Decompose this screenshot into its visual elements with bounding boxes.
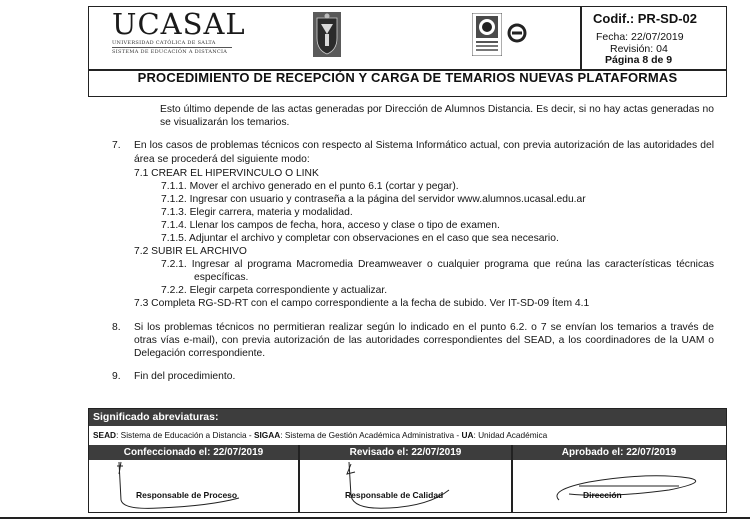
section-7-3: 7.3 Completa RG-SD-RT con el campo correspondiente a la fecha de subido. Ver IT-SD-09 Ítem 4.1 — [134, 298, 590, 309]
abbr-ua-value: : Unidad Académica — [473, 430, 548, 440]
section-7-1-5: 7.1.5. Adjuntar el archivo y completar con observaciones en el caso que sea necesario. — [161, 233, 559, 244]
certification-seal-icon — [472, 13, 502, 56]
abbr-sead-value: : Sistema de Educación a Distancia - — [116, 430, 254, 440]
section-7-1-2: 7.1.2. Ingresar con usuario y contraseña a la página del servidor www.alumnos.ucasal.edu.ar — [161, 194, 586, 205]
section-7-2-1-line-2: específicas. — [194, 272, 249, 283]
header-divider-vertical — [580, 7, 582, 69]
item-8-number: 8. — [112, 322, 121, 333]
university-crest-icon — [313, 12, 341, 57]
item-9-text: Fin del procedimiento. — [134, 371, 236, 382]
prepared-date: Confeccionado el: 22/07/2019 — [123, 447, 264, 458]
approval-footer — [88, 408, 727, 513]
signature-label-quality: Responsable de Calidad — [345, 490, 444, 500]
abbr-sigaa-value: : Sistema de Gestión Académica Administrativa - — [280, 430, 462, 440]
section-7-1-4: 7.1.4. Llenar los campos de fecha, hora, acceso y clase o tipo de examen. — [161, 220, 500, 231]
section-7-2-1-line-1: 7.2.1. Ingresar al programa Macromedia Dreamweaver o cualquier programa que reúna las características técnicas — [161, 259, 714, 270]
intro-line-2: se visualizarán los temarios. — [160, 117, 290, 128]
section-7-1-1: 7.1.1. Mover el archivo generado en el punto 6.1 (cortar y pegar). — [161, 181, 459, 192]
abbr-sigaa-key: SIGAA — [253, 430, 281, 440]
signature-label-direction: Dirección — [583, 490, 622, 500]
section-7-2-2: 7.2.2. Elegir carpeta correspondiente y actualizar. — [161, 285, 388, 296]
document-revision: Revisión: 04 — [610, 43, 668, 55]
item-8-line-2: otras vías e-mail), con previa autorización de las autoridades correspondientes del SEAD, a los coordinadores de la UAM o — [134, 335, 714, 346]
org-system: SISTEMA DE EDUCACIÓN A DISTANCIA — [112, 49, 228, 55]
signature-label-process: Responsable de Proceso — [136, 490, 238, 500]
item-7-line-1: En los casos de problemas técnicos con respecto al Sistema Informático actual, con previa autorización de las autoridades del — [134, 140, 714, 151]
reviewed-date: Revisado el: 22/07/2019 — [349, 447, 462, 458]
page-bottom-rule — [0, 517, 750, 519]
org-subtitle: UNIVERSIDAD CATÓLICA DE SALTA — [112, 40, 216, 46]
iram-seal-icon — [507, 23, 527, 43]
document-page-number: Página 8 de 9 — [605, 54, 673, 66]
section-7-2: 7.2 SUBIR EL ARCHIVO — [134, 246, 247, 257]
item-9-number: 9. — [112, 371, 121, 382]
document-date: Fecha: 22/07/2019 — [596, 31, 684, 43]
document-code: Codif.: PR-SD-02 — [593, 11, 697, 26]
handwritten-signatures — [89, 460, 725, 512]
abbreviations-line — [93, 430, 547, 440]
item-8-line-3: Delegación correspondiente. — [134, 348, 266, 359]
item-7-line-2: área se procederá del siguiente modo: — [134, 154, 310, 165]
approved-date: Aprobado el: 22/07/2019 — [561, 447, 677, 458]
section-7-1: 7.1 CREAR EL HIPERVINCULO O LINK — [134, 168, 319, 179]
item-8-line-1: Si los problemas técnicos no permitieran realizar según lo indicado en el punto 6.2. o 7 se envían los temarios a través de — [134, 322, 714, 333]
procedure-title: PROCEDIMIENTO DE RECEPCIÓN Y CARGA DE TEMARIOS NUEVAS PLATAFORMAS — [137, 70, 678, 85]
item-7-number: 7. — [112, 140, 121, 151]
section-7-1-3: 7.1.3. Elegir carrera, materia y modalidad. — [161, 207, 353, 218]
intro-line-1: Esto último depende de las actas generadas por Dirección de Alumnos Distancia. Es decir, si no hay actas generadas no — [160, 104, 714, 115]
abbr-ua-key: UA — [461, 430, 474, 440]
logo-rule — [112, 47, 232, 48]
abbr-sead-key: SEAD — [93, 430, 117, 440]
abbreviations-heading: Significado abreviaturas: — [89, 409, 726, 426]
org-logo-name: UCASAL — [112, 7, 246, 41]
